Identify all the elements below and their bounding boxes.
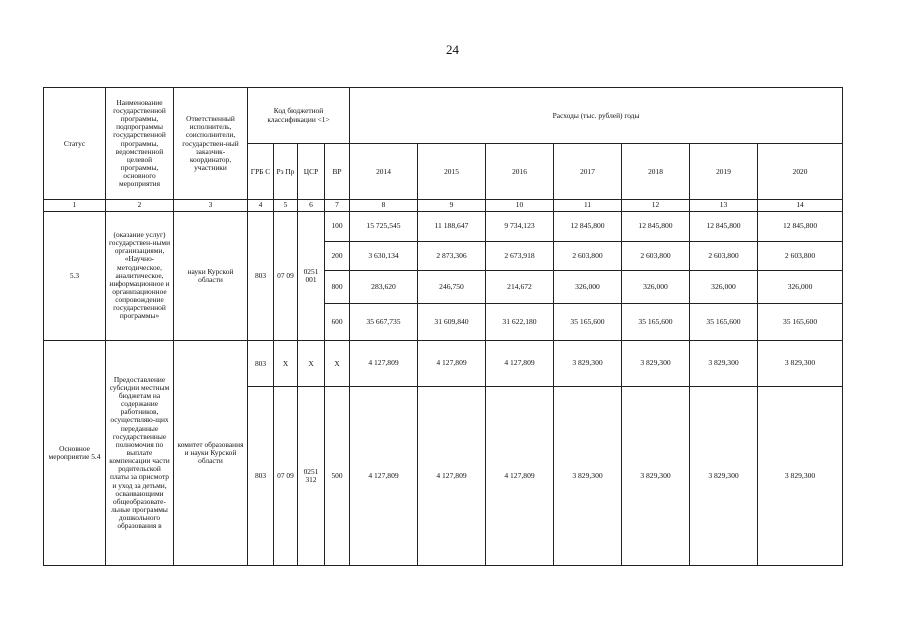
value-cell: 2 603,800 xyxy=(554,241,622,270)
csr-cell: 0251 312 xyxy=(298,387,325,566)
column-number: 7 xyxy=(325,200,350,211)
column-number: 4 xyxy=(248,200,274,211)
value-cell: 4 127,809 xyxy=(486,387,554,566)
header-name: Наименование государственной программы, подпрограммы государственной программы, ведомственной целевой программы, основного мероприятия xyxy=(106,88,174,200)
executor-cell: науки Курской области xyxy=(174,211,248,340)
column-number: 2 xyxy=(106,200,174,211)
value-cell: 35 667,735 xyxy=(350,303,418,340)
status-cell: 5.3 xyxy=(44,211,106,340)
value-cell: 35 165,600 xyxy=(690,303,758,340)
table-row xyxy=(44,341,843,387)
value-cell: 31 622,180 xyxy=(486,303,554,340)
executor-cell: комитет образования и науки Курской области xyxy=(174,341,248,566)
value-cell: 283,620 xyxy=(350,270,418,303)
header-expenses: Расходы (тыс. рублей) годы xyxy=(350,88,843,144)
value-cell: 2 873,306 xyxy=(418,241,486,270)
header-year: 2019 xyxy=(690,144,758,200)
value-cell: 4 127,809 xyxy=(486,341,554,387)
header-year: 2016 xyxy=(486,144,554,200)
value-cell: 35 165,600 xyxy=(758,303,843,340)
column-number: 12 xyxy=(622,200,690,211)
header-year: 2017 xyxy=(554,144,622,200)
name-cell: Предоставление субсидии местным бюджетам на содержание работников, осуществляю-щих переданные государственные полномочия по выплате компенсации части родительской платы за присмотр и уход за детьми, осваивающими общеобразовате-льные программы дошкольного образования в xyxy=(106,341,174,566)
column-number: 14 xyxy=(758,200,843,211)
csr-cell: X xyxy=(298,341,325,387)
value-cell: 3 829,300 xyxy=(690,387,758,566)
header-year: 2014 xyxy=(350,144,418,200)
value-cell: 35 165,600 xyxy=(554,303,622,340)
column-number: 3 xyxy=(174,200,248,211)
value-cell: 12 845,800 xyxy=(554,211,622,241)
value-cell: 326,000 xyxy=(758,270,843,303)
value-cell: 326,000 xyxy=(690,270,758,303)
vr-cell: 800 xyxy=(325,270,350,303)
value-cell: 12 845,800 xyxy=(758,211,843,241)
value-cell: 2 603,800 xyxy=(690,241,758,270)
column-number: 11 xyxy=(554,200,622,211)
vr-cell: 100 xyxy=(325,211,350,241)
value-cell: 326,000 xyxy=(554,270,622,303)
header-budget-code: Код бюджетной классификации <1> xyxy=(248,88,350,144)
header-vr: ВР xyxy=(325,144,350,200)
value-cell: 35 165,600 xyxy=(622,303,690,340)
numbering-row xyxy=(44,200,843,211)
budget-table xyxy=(43,87,843,566)
grbs-cell: 803 xyxy=(248,341,274,387)
column-number: 1 xyxy=(44,200,106,211)
column-number: 10 xyxy=(486,200,554,211)
value-cell: 15 725,545 xyxy=(350,211,418,241)
rzpr-cell: X xyxy=(274,341,298,387)
column-number: 9 xyxy=(418,200,486,211)
header-year: 2020 xyxy=(758,144,843,200)
value-cell: 3 829,300 xyxy=(690,341,758,387)
header-year: 2015 xyxy=(418,144,486,200)
value-cell: 11 188,647 xyxy=(418,211,486,241)
rzpr-cell: 07 09 xyxy=(274,387,298,566)
value-cell: 4 127,809 xyxy=(350,341,418,387)
value-cell: 3 829,300 xyxy=(554,341,622,387)
value-cell: 3 829,300 xyxy=(622,387,690,566)
header-grbs: ГРБ С xyxy=(248,144,274,200)
status-cell: Основное мероприятие 5.4 xyxy=(44,341,106,566)
value-cell: 214,672 xyxy=(486,270,554,303)
name-cell: (оказание услуг) государствен-ными организациями, «Научно-методическое, аналитическое, информационное и организационное сопровождение государственной программы» xyxy=(106,211,174,340)
value-cell: 3 829,300 xyxy=(758,387,843,566)
value-cell: 2 603,800 xyxy=(622,241,690,270)
value-cell: 326,000 xyxy=(622,270,690,303)
value-cell: 9 734,123 xyxy=(486,211,554,241)
csr-cell: 0251 001 xyxy=(298,211,325,340)
grbs-cell: 803 xyxy=(248,387,274,566)
vr-cell: 500 xyxy=(325,387,350,566)
rzpr-cell: 07 09 xyxy=(274,211,298,340)
column-number: 5 xyxy=(274,200,298,211)
page-number: 24 xyxy=(446,42,459,57)
header-year: 2018 xyxy=(622,144,690,200)
value-cell: 3 829,300 xyxy=(758,341,843,387)
vr-cell: 600 xyxy=(325,303,350,340)
value-cell: 3 829,300 xyxy=(622,341,690,387)
column-number: 13 xyxy=(690,200,758,211)
header-row-1 xyxy=(44,88,843,144)
value-cell: 3 829,300 xyxy=(554,387,622,566)
header-csr: ЦСР xyxy=(298,144,325,200)
value-cell: 2 603,800 xyxy=(758,241,843,270)
header-status: Статус xyxy=(44,88,106,200)
value-cell: 4 127,809 xyxy=(418,387,486,566)
value-cell: 31 609,840 xyxy=(418,303,486,340)
vr-cell: X xyxy=(325,341,350,387)
column-number: 8 xyxy=(350,200,418,211)
value-cell: 3 630,134 xyxy=(350,241,418,270)
value-cell: 246,750 xyxy=(418,270,486,303)
value-cell: 12 845,800 xyxy=(690,211,758,241)
value-cell: 4 127,809 xyxy=(350,387,418,566)
grbs-cell: 803 xyxy=(248,211,274,340)
table-row xyxy=(44,211,843,241)
value-cell: 12 845,800 xyxy=(622,211,690,241)
header-rzpr: Рз Пр xyxy=(274,144,298,200)
value-cell: 4 127,809 xyxy=(418,341,486,387)
header-executor: Ответственный исполнитель, соисполнители, государствен-ный заказчик-координатор, участники xyxy=(174,88,248,200)
column-number: 6 xyxy=(298,200,325,211)
vr-cell: 200 xyxy=(325,241,350,270)
value-cell: 2 673,918 xyxy=(486,241,554,270)
